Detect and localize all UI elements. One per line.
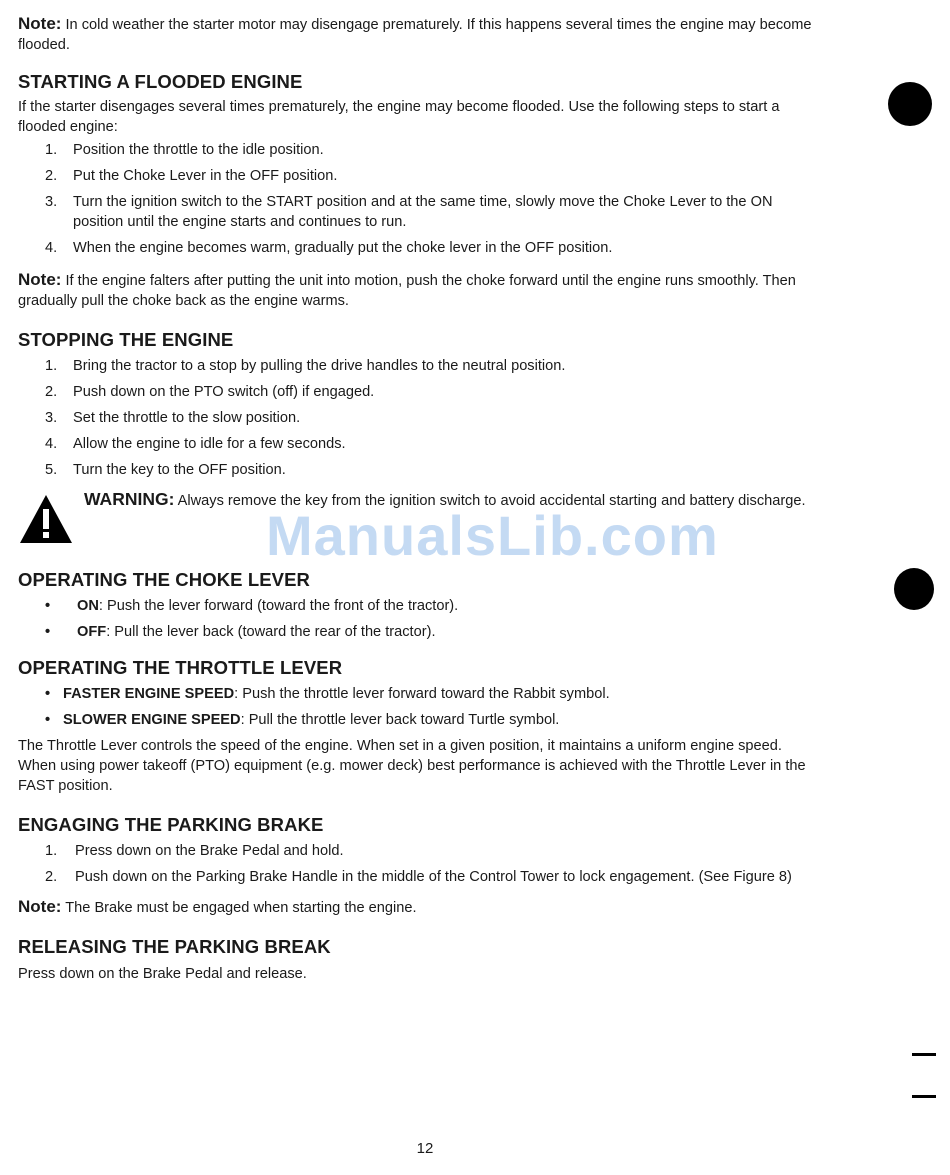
watermark: ManualsLib.com	[266, 504, 719, 567]
list-item	[18, 460, 818, 480]
list-item	[18, 166, 818, 186]
section-title-parking-brake: ENGAGING THE PARKING BRAKE	[18, 814, 324, 835]
list-item	[18, 356, 818, 376]
margin-tick-mark	[912, 1053, 936, 1056]
stopping-steps	[18, 356, 818, 480]
parking-steps	[18, 841, 818, 887]
note-label: Note:	[18, 14, 62, 33]
step-text: Allow the engine to idle for a few seconds.	[73, 436, 346, 452]
section-title-stopping-engine: STOPPING THE ENGINE	[18, 329, 234, 350]
step-text: Push down on the Parking Brake Handle in the middle of the Control Tower to lock engagement. (See Figure 8)	[75, 869, 792, 885]
item-label: ON	[77, 598, 99, 614]
note-label: Note:	[18, 270, 62, 289]
step-number: 2.	[45, 384, 58, 400]
note-text: The Brake must be engaged when starting the engine.	[61, 900, 417, 916]
step-number: 3.	[45, 194, 58, 210]
step-text: Push down on the PTO switch (off) if engaged.	[73, 384, 375, 400]
step-text: Turn the ignition switch to the START position and at the same time, slowly move the Choke Lever to the ON position until the engine starts and continues to run.	[73, 194, 773, 230]
item-label: FASTER ENGINE SPEED	[63, 686, 235, 702]
note-text: In cold weather the starter motor may disengage prematurely. If this happens several times the engine may become flooded.	[18, 17, 812, 53]
item-label: SLOWER ENGINE SPEED	[63, 712, 241, 728]
step-number: 2.	[45, 869, 58, 885]
note-text: If the engine falters after putting the unit into motion, push the choke forward until the engine runs smoothly. Then gradually pull the choke back as the engine warms.	[18, 273, 796, 309]
list-item	[18, 684, 818, 704]
step-text: Position the throttle to the idle position.	[73, 142, 324, 158]
step-text: Turn the key to the OFF position.	[73, 462, 286, 478]
section-title-choke-lever: OPERATING THE CHOKE LEVER	[18, 569, 311, 590]
list-item	[18, 710, 818, 730]
step-text: Put the Choke Lever in the OFF position.	[73, 168, 338, 184]
list-item	[18, 867, 818, 887]
note-engine-falters	[18, 270, 818, 311]
bullet: •	[45, 624, 51, 640]
flooded-intro: If the starter disengages several times prematurely, the engine may become flooded. Use the following steps to start a flooded engine:	[18, 99, 780, 135]
throttle-items	[18, 684, 818, 730]
note-label: Note:	[18, 897, 62, 916]
warning-label: WARNING:	[84, 489, 175, 509]
step-number: 1.	[45, 358, 58, 374]
bullet: •	[45, 686, 51, 702]
warning-body: Always remove the key from the ignition switch to avoid accidental starting and battery discharge.	[174, 493, 806, 509]
list-item	[18, 408, 818, 428]
margin-dot-marker	[894, 568, 934, 610]
step-text: Set the throttle to the slow position.	[73, 410, 301, 426]
list-item	[18, 382, 818, 402]
step-text: When the engine becomes warm, gradually put the choke lever in the OFF position.	[73, 240, 613, 256]
section-title-releasing-brake: RELEASING THE PARKING BREAK	[18, 936, 331, 957]
item-text: : Pull the throttle lever back toward Turtle symbol.	[240, 712, 560, 728]
item-text: : Push the lever forward (toward the front of the tractor).	[98, 598, 459, 614]
margin-tick-mark	[912, 1095, 936, 1098]
flooded-steps	[18, 140, 818, 258]
step-number: 4.	[45, 436, 58, 452]
list-item	[18, 140, 818, 160]
list-item	[18, 434, 818, 454]
item-text: : Push the throttle lever forward toward the Rabbit symbol.	[234, 686, 610, 702]
warning-triangle-icon	[18, 493, 74, 545]
step-number: 1.	[45, 142, 58, 158]
list-item	[18, 192, 818, 232]
list-item	[18, 238, 818, 258]
section-title-flooded-engine: STARTING A FLOODED ENGINE	[18, 71, 303, 92]
step-text: Bring the tractor to a stop by pulling the drive handles to the neutral position.	[73, 358, 566, 374]
step-number: 2.	[45, 168, 58, 184]
page-number: 12	[416, 1140, 434, 1157]
step-number: 4.	[45, 240, 58, 256]
item-label: OFF	[77, 624, 107, 640]
list-item	[18, 596, 818, 616]
bullet: •	[45, 712, 51, 728]
step-number: 3.	[45, 410, 58, 426]
step-number: 5.	[45, 462, 58, 478]
throttle-body: The Throttle Lever controls the speed of the engine. When set in a given position, it maintains a uniform engine speed. When using power takeoff (PTO) equipment (e.g. mower deck) best performance is achieved with the Throttle Lever in the FAST position.	[18, 738, 806, 794]
step-number: 1.	[45, 843, 58, 859]
list-item	[18, 841, 818, 861]
bullet: •	[45, 598, 51, 614]
step-text: Press down on the Brake Pedal and hold.	[75, 843, 344, 859]
section-title-throttle-lever: OPERATING THE THROTTLE LEVER	[18, 657, 343, 678]
page-content	[18, 14, 818, 984]
choke-items	[18, 596, 818, 642]
margin-dot-marker	[888, 82, 932, 126]
note-cold-weather	[18, 14, 818, 55]
list-item	[18, 622, 818, 642]
note-brake	[18, 897, 818, 918]
item-text: : Pull the lever back (toward the rear of the tractor).	[106, 624, 436, 640]
releasing-body: Press down on the Brake Pedal and release.	[18, 966, 307, 982]
